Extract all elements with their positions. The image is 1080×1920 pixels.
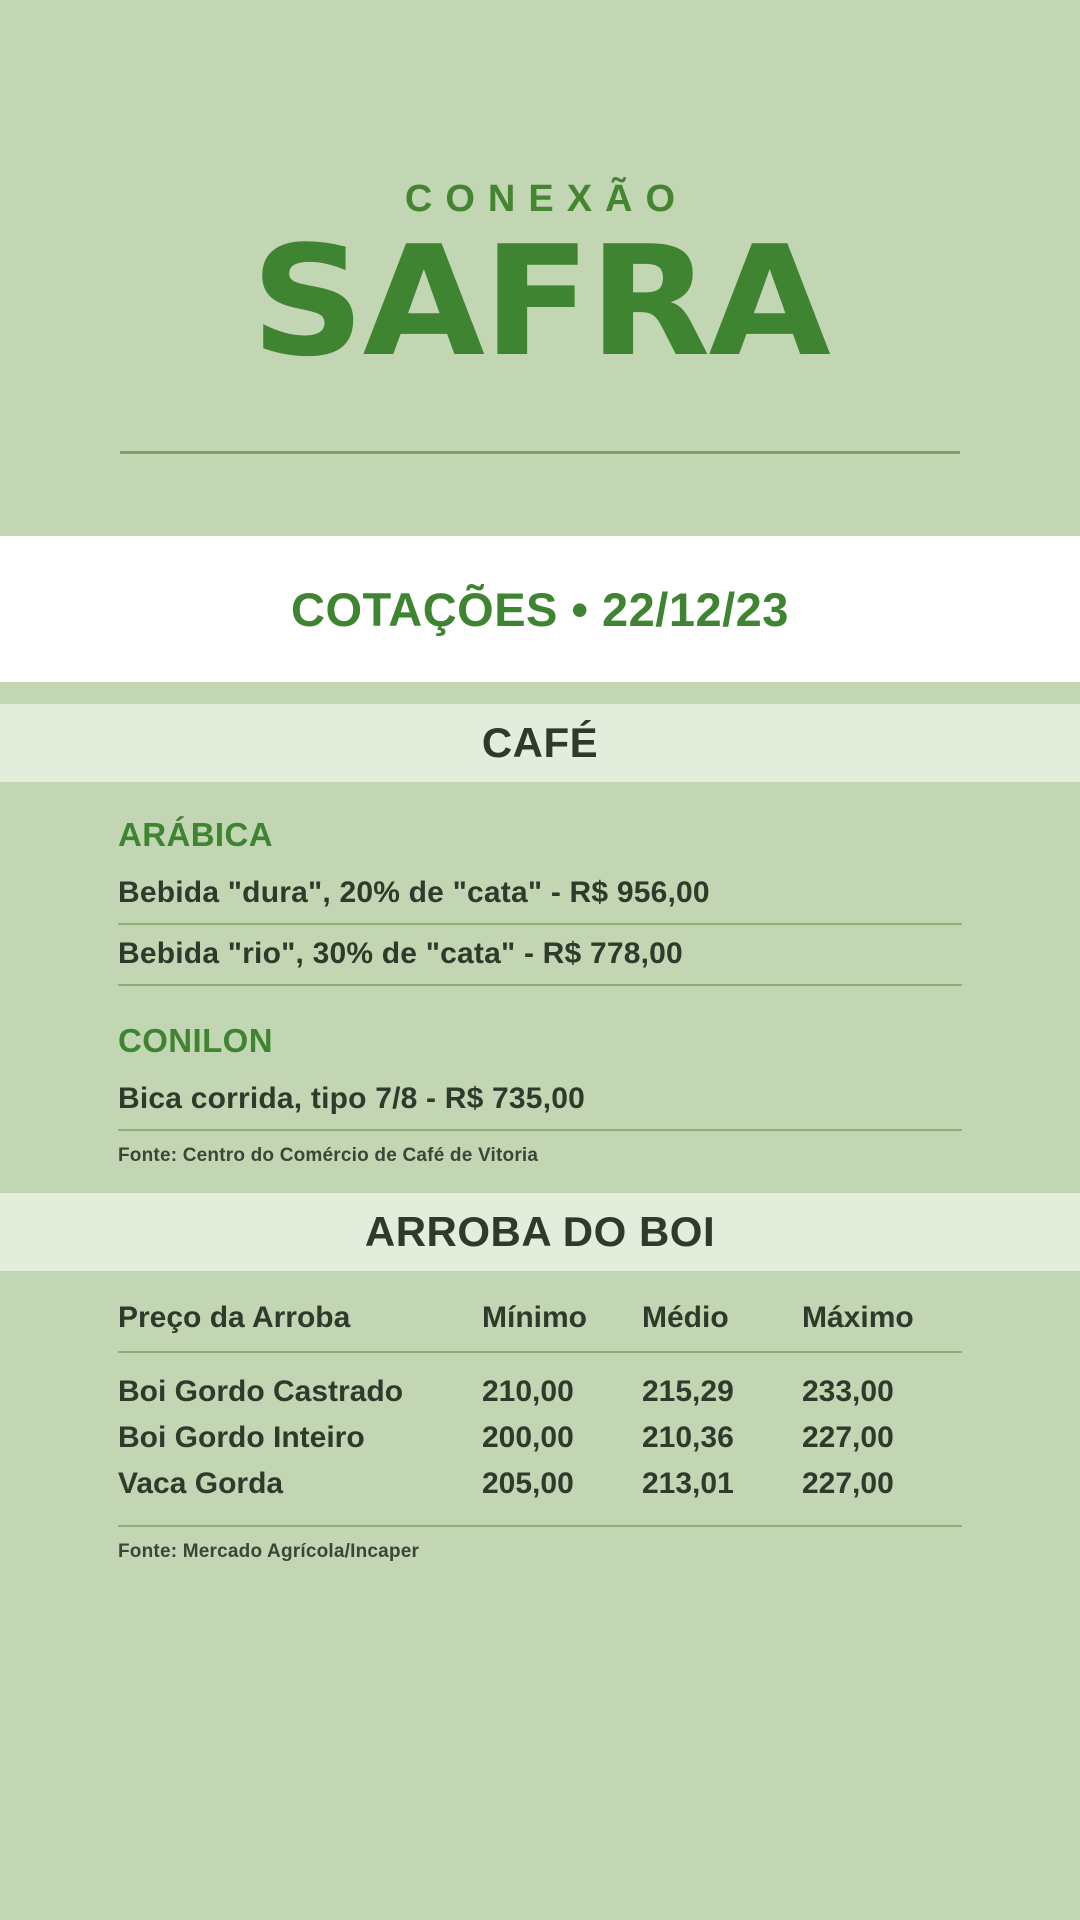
table-cell: 210,36 (642, 1421, 734, 1454)
table-cell: 233,00 (802, 1375, 894, 1408)
quotes-date: COTAÇÕES • 22/12/23 (291, 582, 789, 636)
section-title-bar-boi (0, 1193, 1080, 1271)
header-band (0, 0, 1080, 536)
band-spacer-top (0, 682, 1080, 704)
date-bar (0, 536, 1080, 682)
table-header-cell: Preço da Arroba (118, 1301, 482, 1352)
quote-item: Bebida "dura", 20% de "cata" - R$ 956,00 (118, 864, 962, 925)
table-header-row (118, 1301, 962, 1352)
table-header-cell: Máximo (802, 1301, 962, 1352)
table-cell: 213,01 (642, 1467, 734, 1500)
table-row (118, 1352, 962, 1415)
table-header-cell: Mínimo (482, 1301, 642, 1352)
group-title-conilon: CONILON (118, 1022, 273, 1059)
table-cell: 205,00 (482, 1467, 574, 1500)
table-cell: Boi Gordo Inteiro (118, 1421, 365, 1454)
table-cell: 210,00 (482, 1375, 574, 1408)
table-row (118, 1415, 962, 1461)
source-cafe: Fonte: Centro do Comércio de Café de Vitoria (118, 1145, 539, 1166)
table-cell: 227,00 (802, 1467, 894, 1500)
table-cell: Vaca Gorda (118, 1467, 284, 1500)
section-content-boi (0, 1271, 1080, 1603)
table-cell: Boi Gordo Castrado (118, 1375, 404, 1408)
section-title-boi: ARROBA DO BOI (364, 1208, 716, 1255)
bottom-fill (0, 1603, 1080, 1920)
header-divider (120, 451, 960, 454)
source-boi: Fonte: Mercado Agrícola/Incaper (118, 1541, 420, 1562)
table-cell: 215,29 (642, 1375, 734, 1408)
table-cell: 200,00 (482, 1421, 574, 1454)
section-content-cafe (0, 782, 1080, 1193)
group-spacer (118, 986, 962, 1022)
section-title-bar-cafe (0, 704, 1080, 782)
table-cell: 227,00 (802, 1421, 894, 1454)
brand-name: SAFRA (251, 213, 829, 390)
cattle-price-table (118, 1301, 962, 1507)
table-row (118, 1461, 962, 1507)
quote-item: Bica corrida, tipo 7/8 - R$ 735,00 (118, 1070, 962, 1131)
table-header-cell: Médio (642, 1301, 802, 1352)
section-title-cafe: CAFÉ (481, 719, 599, 766)
brand-kicker: CONEXÃO (404, 178, 689, 220)
group-title-arabica: ARÁBICA (118, 816, 273, 853)
brand-logo (0, 180, 1080, 454)
quote-item: Bebida "rio", 30% de "cata" - R$ 778,00 (118, 925, 962, 986)
